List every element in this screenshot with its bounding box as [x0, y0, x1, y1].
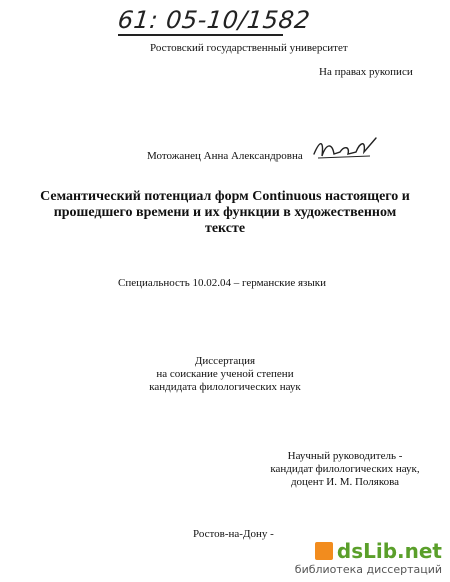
supervisor-degree: кандидат филологических наук,: [270, 463, 420, 475]
degree-name: кандидата филологических наук: [149, 381, 301, 393]
signature-image: [310, 132, 380, 166]
supervisor-label: Научный руководитель -: [287, 450, 403, 462]
watermark-logo-text: dsLib.net: [336, 539, 442, 563]
dissertation-title: Семантический потенциал форм Continuous настоящего и прошедшего времени и их функции в художественном тексте: [40, 189, 410, 236]
author-name: Мотожанец Анна Александровна: [147, 150, 303, 162]
stamp-underline: [118, 34, 283, 36]
supervisor-name: доцент И. М. Полякова: [290, 476, 400, 488]
dslib-logo: [295, 539, 442, 563]
city-line: Ростов-на-Дону -: [193, 528, 274, 540]
specialty: Специальность 10.02.04 – германские языки: [118, 277, 326, 289]
dslib-watermark: [295, 539, 442, 576]
archive-stamp: 61: 05-10/1582: [116, 6, 312, 34]
manuscript-rights: На правах рукописи: [319, 66, 413, 78]
dissertation-label: Диссертация: [194, 355, 256, 367]
watermark-subtitle: библиотека диссертаций: [294, 563, 442, 576]
university-name: Ростовский государственный университет: [150, 42, 348, 54]
degree-line: на соискание ученой степени: [156, 368, 294, 380]
logo-square-icon: [315, 542, 333, 560]
